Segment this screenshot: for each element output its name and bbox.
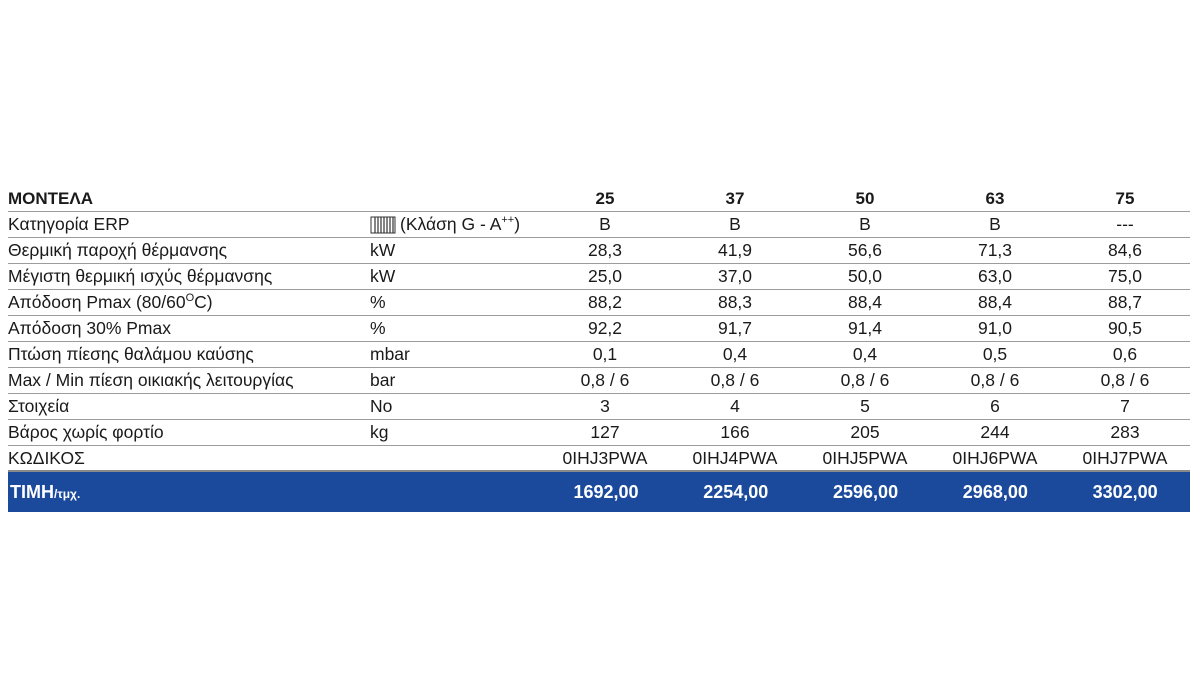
price-value: 2596,00 [833,481,899,502]
row-unit: kW [370,240,396,260]
row-unit: kW [370,266,396,286]
model-header: 25 [595,188,615,208]
row-label: Απόδοση 30% Pmax [8,318,171,338]
row-value: B [859,214,871,234]
model-header: 63 [985,188,1005,208]
row-value: B [729,214,741,234]
row-label: Μέγιστη θερμική ισχύς θέρμανσης [8,266,273,286]
codes-label: ΚΩΔΙΚΟΣ [8,447,85,468]
price-value: 3302,00 [1092,481,1158,502]
row-value: 88,2 [587,292,623,312]
row-value: 0,6 [1112,344,1138,364]
table-row [8,394,1190,420]
row-value: 205 [850,422,880,442]
row-value: 84,6 [1107,240,1143,260]
row-value: 56,6 [847,240,883,260]
row-value: 0,4 [852,344,878,364]
table-row-codes [8,446,1190,472]
row-value: 71,3 [977,240,1013,260]
row-value: 0,8 / 6 [710,370,760,390]
table-row [8,316,1190,342]
row-unit: mbar [370,344,410,364]
row-value: 0,8 / 6 [580,370,630,390]
row-label: Βάρος χωρίς φορτίο [8,422,164,442]
row-label: Κατηγορία ERP [8,214,130,234]
row-unit: No [370,396,393,416]
price-value: 1692,00 [573,481,639,502]
table-row [8,238,1190,264]
model-header: 75 [1115,188,1135,208]
row-value: 88,4 [847,292,883,312]
row-value: 91,0 [977,318,1013,338]
row-value: 90,5 [1107,318,1143,338]
model-header: 37 [725,188,745,208]
table-header-row [8,186,1190,212]
model-header: 50 [855,188,875,208]
row-value: 166 [720,422,750,442]
row-value: --- [1116,214,1134,234]
product-code: 0IHJ6PWA [952,447,1038,468]
row-label: Θερμική παροχή θέρμανσης [8,240,228,260]
row-value: 88,3 [717,292,753,312]
row-value: 5 [860,396,870,416]
row-unit [370,214,540,235]
row-value: 0,5 [982,344,1008,364]
row-value: 0,8 / 6 [840,370,890,390]
row-value: 88,7 [1107,292,1143,312]
table-row [8,290,1190,316]
row-value: 0,8 / 6 [970,370,1020,390]
row-unit: kg [370,422,389,442]
price-value: 2254,00 [703,481,769,502]
row-value: 91,7 [717,318,753,338]
table-row [8,420,1190,446]
row-value: B [599,214,611,234]
row-value: 3 [600,396,610,416]
row-value: 244 [980,422,1010,442]
row-value: 75,0 [1107,266,1143,286]
row-value: 25,0 [587,266,623,286]
product-code: 0IHJ3PWA [562,447,648,468]
erp-class-text: (Κλάση G - A++) [400,214,521,234]
product-code: 0IHJ5PWA [822,447,908,468]
row-label: Απόδοση Pmax $(80/60^OC)$ [8,292,213,312]
product-code: 0IHJ7PWA [1082,447,1168,468]
row-unit: % [370,318,386,338]
product-code: 0IHJ4PWA [692,447,778,468]
row-value: 37,0 [717,266,753,286]
row-value: 4 [730,396,740,416]
row-value: 92,2 [587,318,623,338]
table-row [8,368,1190,394]
row-value: 41,9 [717,240,753,260]
radiator-icon [370,215,396,235]
price-label: ΤΙΜΗ/τμχ. [10,481,81,502]
table-row [8,264,1190,290]
table-row [8,342,1190,368]
price-value: 2968,00 [962,481,1028,502]
row-value: 50,0 [847,266,883,286]
row-value: 0,4 [722,344,748,364]
row-value: 283 [1110,422,1140,442]
table-row-erp [8,212,1190,238]
row-value: 88,4 [977,292,1013,312]
row-value: B [989,214,1001,234]
row-value: 0,8 / 6 [1100,370,1150,390]
spec-table [8,186,1190,512]
row-unit: bar [370,370,396,390]
row-value: 6 [990,396,1000,416]
row-unit: % [370,292,386,312]
row-value: 91,4 [847,318,883,338]
row-value: 63,0 [977,266,1013,286]
row-label: Πτώση πίεσης θαλάμου καύσης [8,344,254,364]
row-value: 0,1 [592,344,618,364]
price-row [8,472,1190,512]
row-value: 127 [590,422,620,442]
row-label: Max / Min πίεση οικιακής λειτουργίας [8,370,294,390]
row-label: Στοιχεία [8,396,70,416]
row-value: 28,3 [587,240,623,260]
models-title: ΜΟΝΤΕΛΑ [8,188,93,208]
row-value: 7 [1120,396,1130,416]
